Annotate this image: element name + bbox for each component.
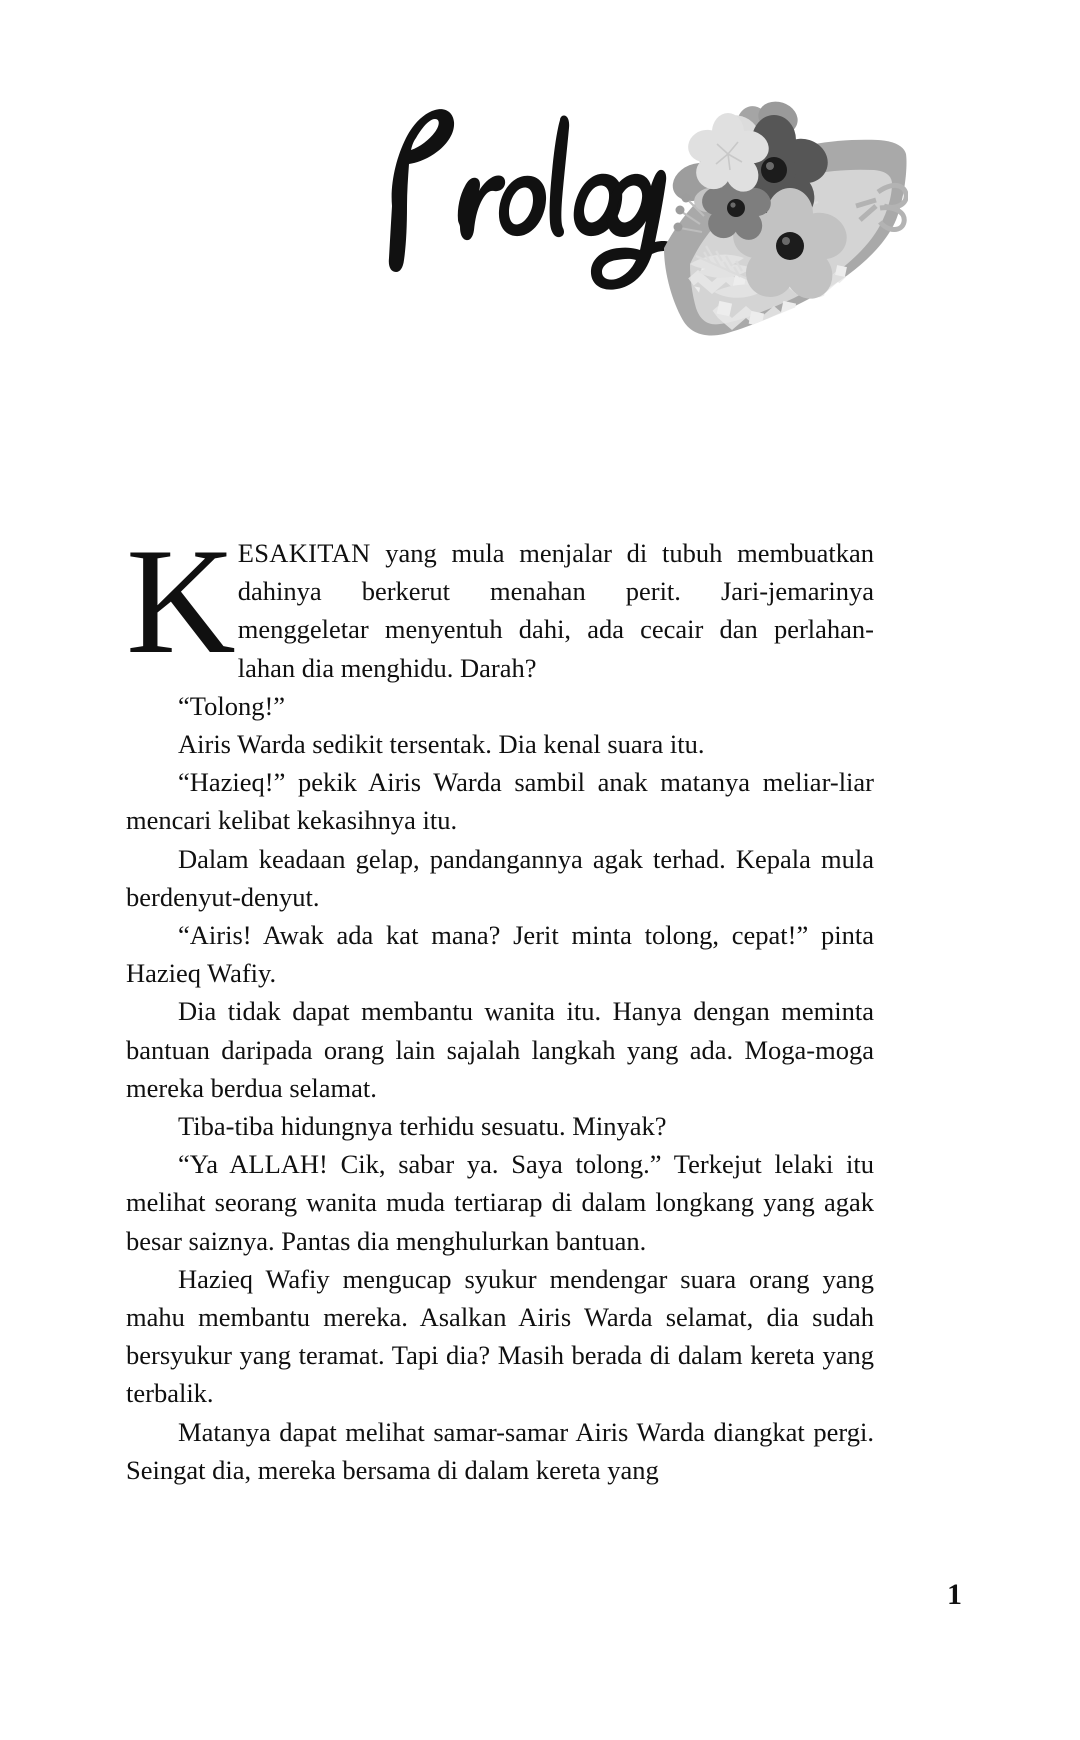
paragraph-4: “Hazieq!” pekik Airis Warda sambil anak matanya meliar-liar mencari kelibat kekasihnya itu.: [126, 767, 874, 836]
paragraph-1-text: yang mula menjalar di tubuh membuatkan dahinya berkerut menahan perit. Jari-jemarinya menggeletar menyentuh dahi, ada cecair dan perlahan-lahan dia menghidu. Darah?: [237, 538, 874, 683]
prolog-body-text: [126, 517, 874, 1489]
paragraph-2: “Tolong!”: [178, 690, 286, 721]
paragraph-3: Airis Warda sedikit tersentak. Dia kenal suara itu.: [178, 729, 705, 760]
paragraph-6: “Airis! Awak ada kat mana? Jerit minta tolong, cepat!” pinta Hazieq Wafiy.: [126, 920, 874, 989]
paragraph-5: Dalam keadaan gelap, pandangannya agak terhad. Kepala mula berdenyut-denyut.: [126, 843, 874, 912]
chapter-header-ornament: [0, 0, 1080, 430]
paragraph-9: “Ya ALLAH! Cik, sabar ya. Saya tolong.” Terkejut lelaki itu melihat seorang wanita muda tertiarap di dalam longkang yang agak besar saiznya. Pantas dia menghulurkan bantuan.: [126, 1149, 874, 1256]
paragraph-1: [126, 517, 874, 687]
paragraph-10: Hazieq Wafiy mengucap syukur mendengar suara orang yang mahu membantu mereka. Asalkan Airis Warda selamat, dia sudah bersyukur yang teramat. Tapi dia? Masih berada di dalam kereta yang terbalik.: [126, 1263, 874, 1409]
flower-bouquet-illustration: [578, 96, 908, 341]
opening-small-caps: ESAKITAN: [237, 538, 371, 568]
drop-cap-letter: K: [126, 517, 236, 685]
page-number: 1: [947, 1578, 962, 1611]
paragraph-8: Tiba-tiba hidungnya terhidu sesuatu. Minyak?: [178, 1111, 667, 1142]
paragraph-11: Matanya dapat melihat samar-samar Airis Warda diangkat pergi. Seingat dia, mereka bersama di dalam kereta yang: [126, 1416, 874, 1485]
paragraph-7: Dia tidak dapat membantu wanita itu. Hanya dengan meminta bantuan daripada orang lain sajalah langkah yang ada. Moga-moga mereka berdua selamat.: [126, 996, 874, 1103]
